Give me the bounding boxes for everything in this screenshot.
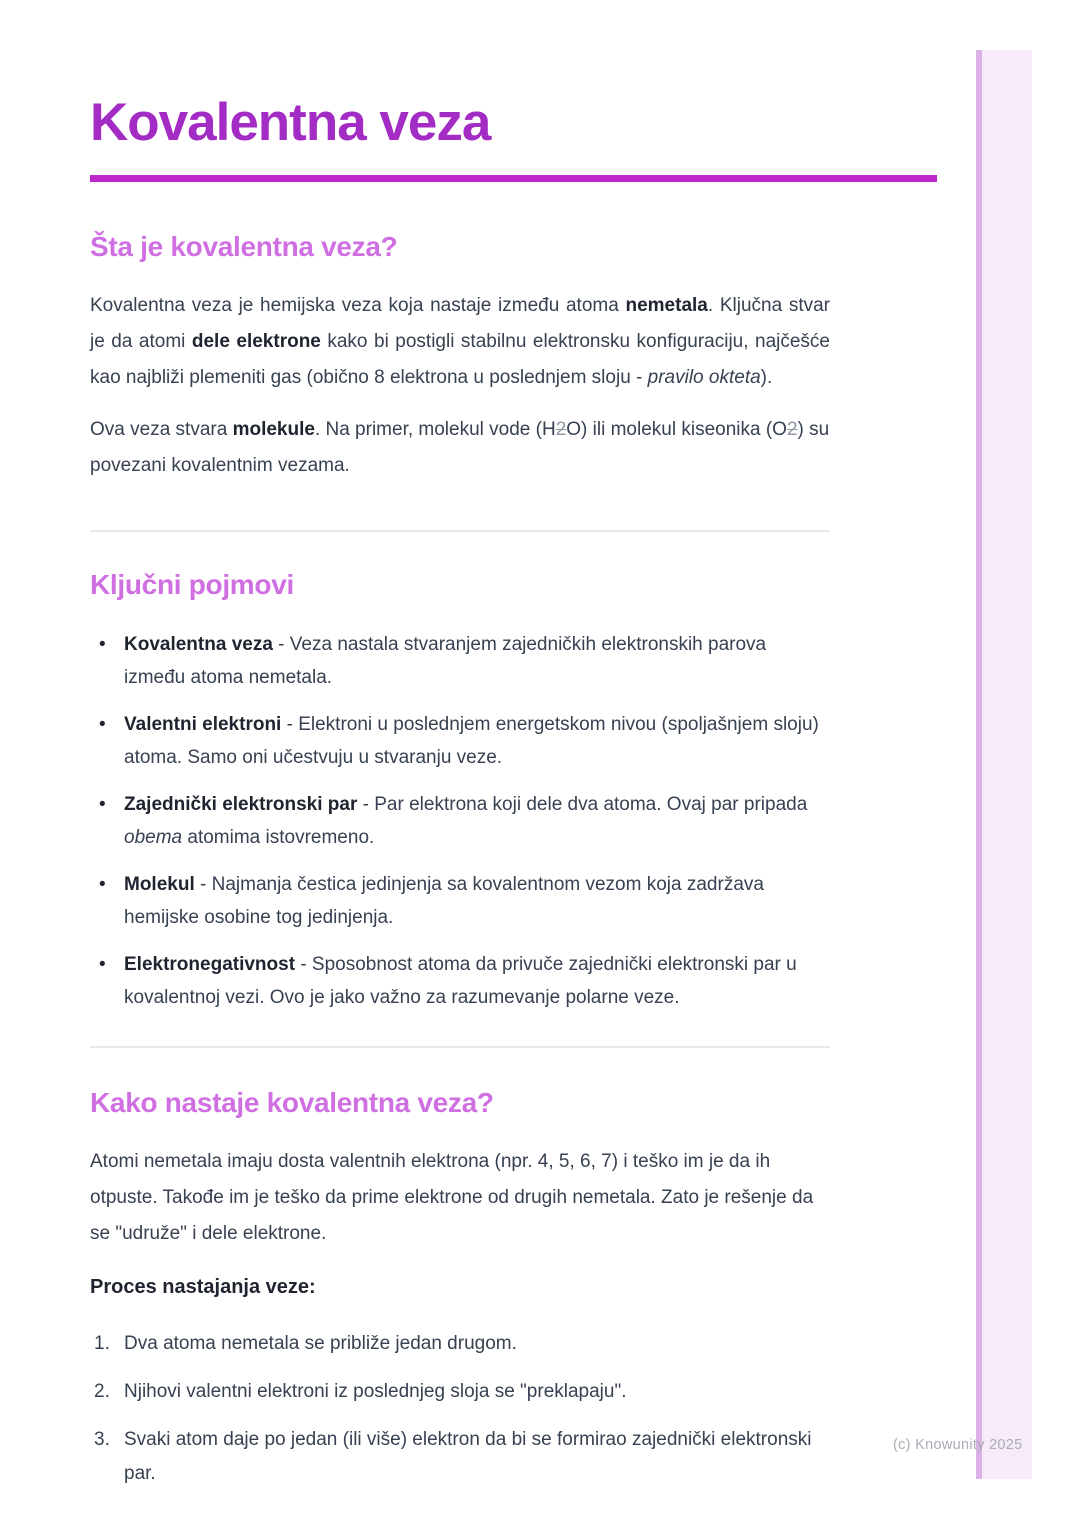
- list-item: [90, 788, 830, 854]
- page-title: Kovalentna veza: [90, 93, 491, 152]
- step-number: 2.: [94, 1381, 110, 1402]
- list-item-text: Svaki atom daje po jedan (ili više) elektron da bi se formirao zajednički elektronski par.: [124, 1429, 812, 1484]
- list-item-text: Molekul - Najmanja čestica jedinjenja sa kovalentnom vezom koja zadržava hemijske osobine tog jedinjenja.: [124, 874, 764, 928]
- section-heading-key-terms: Ključni pojmovi: [90, 569, 294, 600]
- list-item-text: Valentni elektroni - Elektroni u poslednjem energetskom nivou (spoljašnjem sloju) atoma. Samo oni učestvuju u stvaranju veze.: [124, 714, 819, 768]
- list-item-text: Dva atoma nemetala se približe jedan drugom.: [124, 1333, 517, 1354]
- list-item: [90, 948, 830, 1014]
- bullet-icon: •: [99, 714, 106, 735]
- process-steps-list: [90, 1327, 830, 1491]
- list-item-text: Njihovi valentni elektroni iz poslednjeg sloja se "preklapaju".: [124, 1381, 627, 1402]
- list-item: [90, 628, 830, 694]
- list-item: [90, 868, 830, 934]
- side-accent-stripe: [976, 50, 1032, 1479]
- paragraph: Ova veza stvara molekule. Na primer, molekul vode (H2O) ili molekul kiseonika (O2) su povezani kovalentnim vezama.: [90, 419, 830, 476]
- list-item: [90, 1375, 830, 1409]
- step-number: 1.: [94, 1333, 110, 1354]
- list-item: [90, 1327, 830, 1361]
- bullet-icon: •: [99, 634, 106, 655]
- bullet-icon: •: [99, 874, 106, 895]
- document-content: [90, 0, 830, 1505]
- list-item-text: Kovalentna veza - Veza nastala stvaranjem zajedničkih elektronskih parova između atoma nemetala.: [124, 634, 767, 688]
- key-terms-list: [90, 628, 830, 1014]
- list-item-text: Elektronegativnost - Sposobnost atoma da privuče zajednički elektronski par u kovalentnoj vezi. Ovo je jako važno za razumevanje polarne veze.: [124, 954, 797, 1008]
- title-underline-rule: [90, 175, 937, 182]
- section-divider: [90, 530, 830, 532]
- paragraph: Atomi nemetala imaju dosta valentnih elektrona (npr. 4, 5, 6, 7) i teško im je da ih otpuste. Takođe im je teško da prime elektrone od drugih nemetala. Zato je rešenje da se "udruže" i dele elektrone.: [90, 1151, 814, 1244]
- section-heading-how-forms: Kako nastaje kovalentna veza?: [90, 1087, 494, 1118]
- list-item: [90, 708, 830, 774]
- list-item: [90, 1423, 830, 1491]
- list-item-text: Zajednički elektronski par - Par elektrona koji dele dva atoma. Ovaj par pripada obema atomima istovremeno.: [124, 794, 808, 848]
- bullet-icon: •: [99, 794, 106, 815]
- watermark: (c) Knowunity 2025: [893, 1437, 1023, 1453]
- paragraph: Kovalentna veza je hemijska veza koja nastaje između atoma nemetala. Ključna stvar je da atomi dele elektrone kako bi postigli stabilnu elektronsku konfiguraciju, najčešće kao najbliži plemeniti gas (obično 8 elektrona u poslednjem sloju - pravilo okteta).: [90, 295, 831, 388]
- bullet-icon: •: [99, 954, 106, 975]
- section-heading-what-is: Šta je kovalentna veza?: [90, 231, 398, 262]
- step-number: 3.: [94, 1429, 110, 1450]
- process-label: Proces nastajanja veze:: [90, 1276, 316, 1298]
- section-divider: [90, 1046, 830, 1048]
